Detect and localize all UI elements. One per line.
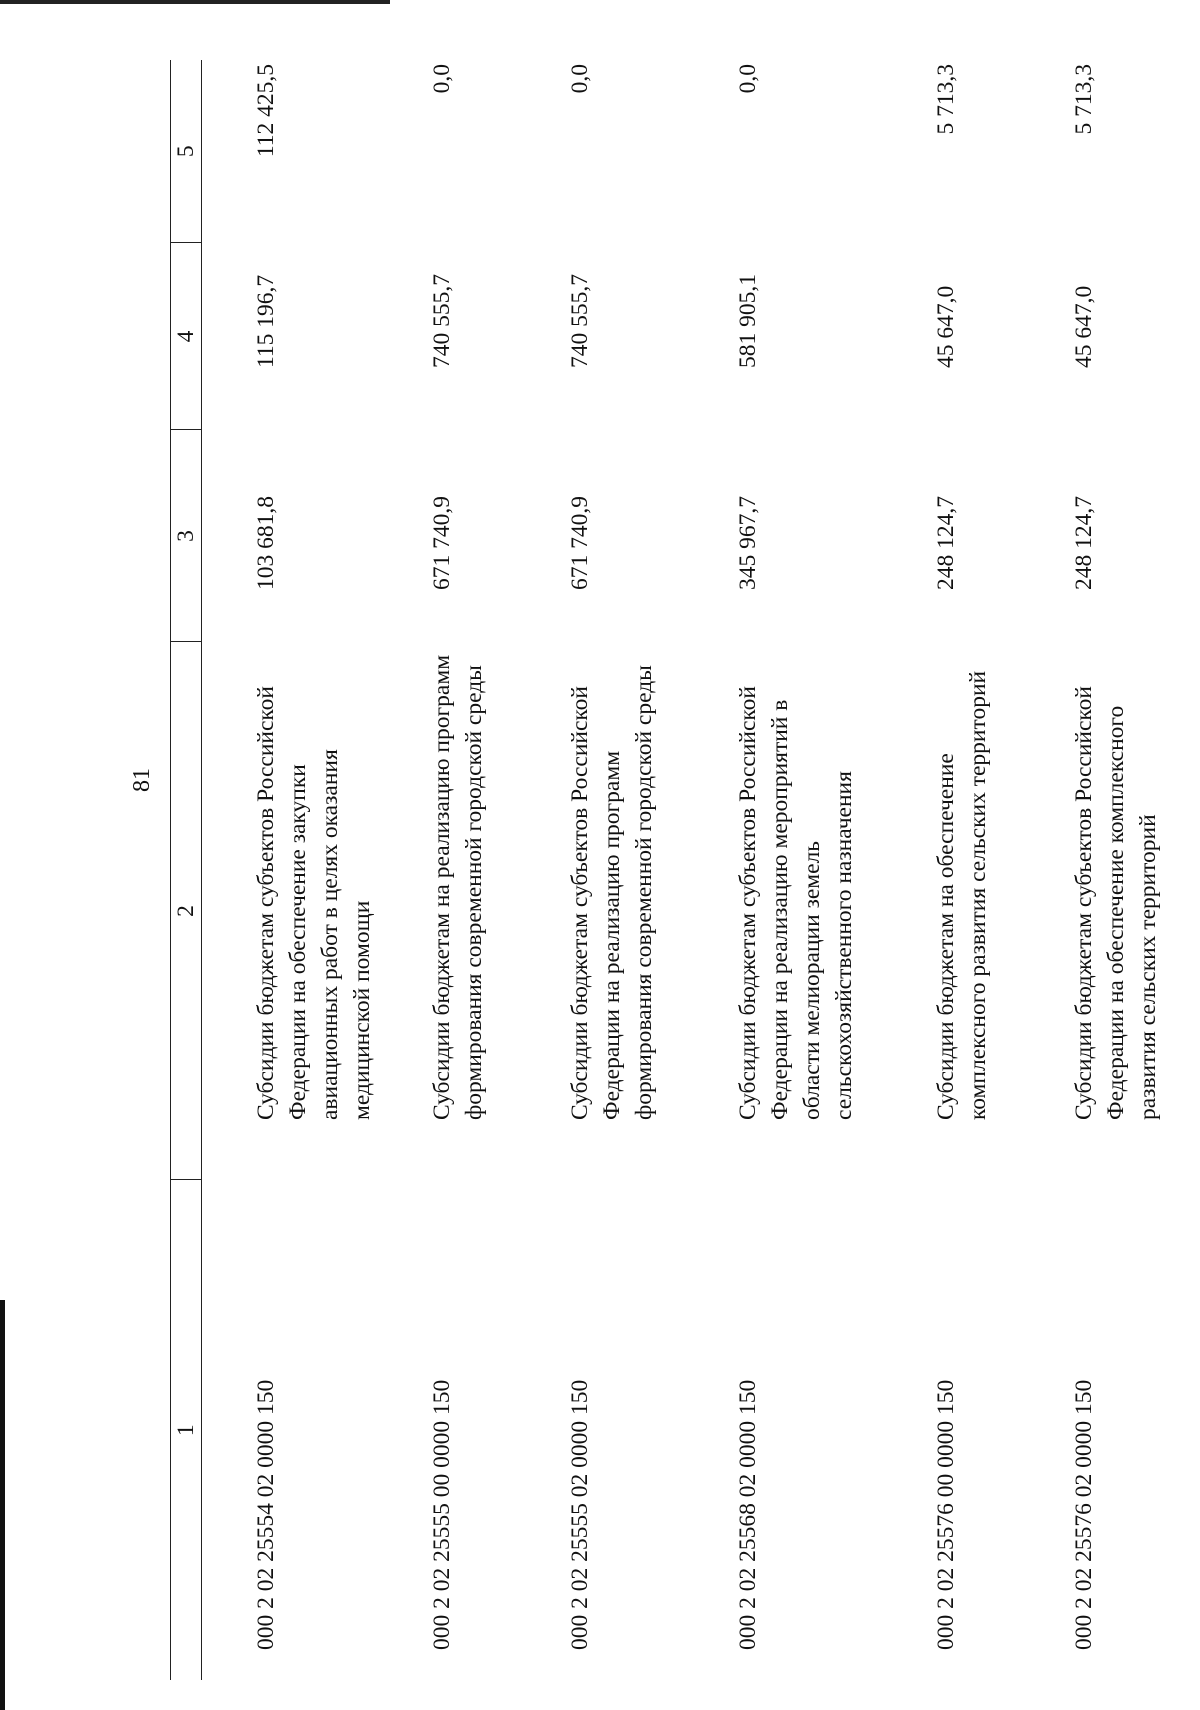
amount-col3: 248 124,7: [1071, 496, 1097, 590]
amount-col5: 0,0: [735, 64, 761, 94]
table-row: [882, 60, 1020, 1680]
amount-col3: 671 740,9: [429, 496, 455, 590]
budget-table: [170, 60, 1164, 1680]
table-row: [202, 60, 379, 1680]
amount-col5: 5 713,3: [933, 64, 959, 135]
amount-col5: 0,0: [567, 64, 593, 94]
amount-col4: 740 555,7: [429, 274, 455, 368]
table-row: [684, 60, 882, 1680]
amount-col3: 103 681,8: [253, 496, 279, 590]
amount-col5: 5 713,3: [1071, 64, 1097, 135]
income-name: Субсидии бюджетам на обеспечение комплексного развития сельских территорий: [933, 670, 991, 1120]
table-row: [1020, 60, 1164, 1680]
column-number-3: 3: [171, 430, 202, 642]
amount-col5: 0,0: [429, 64, 455, 94]
income-name: Субсидии бюджетам субъектов Российской Федерации на обеспечение комплексного развития сельских территорий: [1071, 686, 1161, 1120]
amount-col4: 581 905,1: [735, 274, 761, 368]
budget-code: 000 2 02 25576 00 0000 150: [933, 1379, 959, 1650]
amount-col3: 248 124,7: [933, 496, 959, 590]
table-row: [516, 60, 684, 1680]
amount-col4: 740 555,7: [567, 274, 593, 368]
amount-col4: 45 647,0: [1071, 285, 1097, 368]
column-number-4: 4: [171, 243, 202, 430]
amount-col3: 345 967,7: [735, 496, 761, 590]
scan-edge-left: [0, 1300, 5, 1710]
page-number: 81: [129, 768, 155, 792]
column-number-row: [171, 60, 202, 1680]
budget-code: 000 2 02 25555 00 0000 150: [429, 1379, 455, 1650]
amount-col4: 115 196,7: [253, 274, 279, 368]
income-name: Субсидии бюджетам субъектов Российской Федерации на реализацию мероприятий в области мелиорации земель сельскохозяйственного назначения: [735, 686, 857, 1120]
amount-col3: 671 740,9: [567, 496, 593, 590]
amount-col4: 45 647,0: [933, 285, 959, 368]
amount-col5: 112 425,5: [253, 64, 279, 158]
budget-code: 000 2 02 25568 02 0000 150: [735, 1379, 761, 1650]
column-number-2: 2: [171, 642, 202, 1180]
scan-edge-top: [0, 0, 390, 4]
rotated-page: [129, 60, 1161, 1680]
column-number-5: 5: [171, 60, 202, 243]
budget-code: 000 2 02 25554 02 0000 150: [253, 1379, 279, 1650]
income-name: Субсидии бюджетам субъектов Российской Федерации на реализацию программ формирования современной городской среды: [567, 665, 657, 1120]
income-name: Субсидии бюджетам на реализацию программ формирования современной городской среды: [429, 654, 487, 1120]
column-number-1: 1: [171, 1180, 202, 1680]
budget-code: 000 2 02 25576 02 0000 150: [1071, 1379, 1097, 1650]
budget-code: 000 2 02 25555 02 0000 150: [567, 1379, 593, 1650]
income-name: Субсидии бюджетам субъектов Российской Федерации на обеспечение закупки авиационных работ в целях оказания медицинской помощи: [253, 686, 375, 1120]
table-row: [378, 60, 516, 1680]
